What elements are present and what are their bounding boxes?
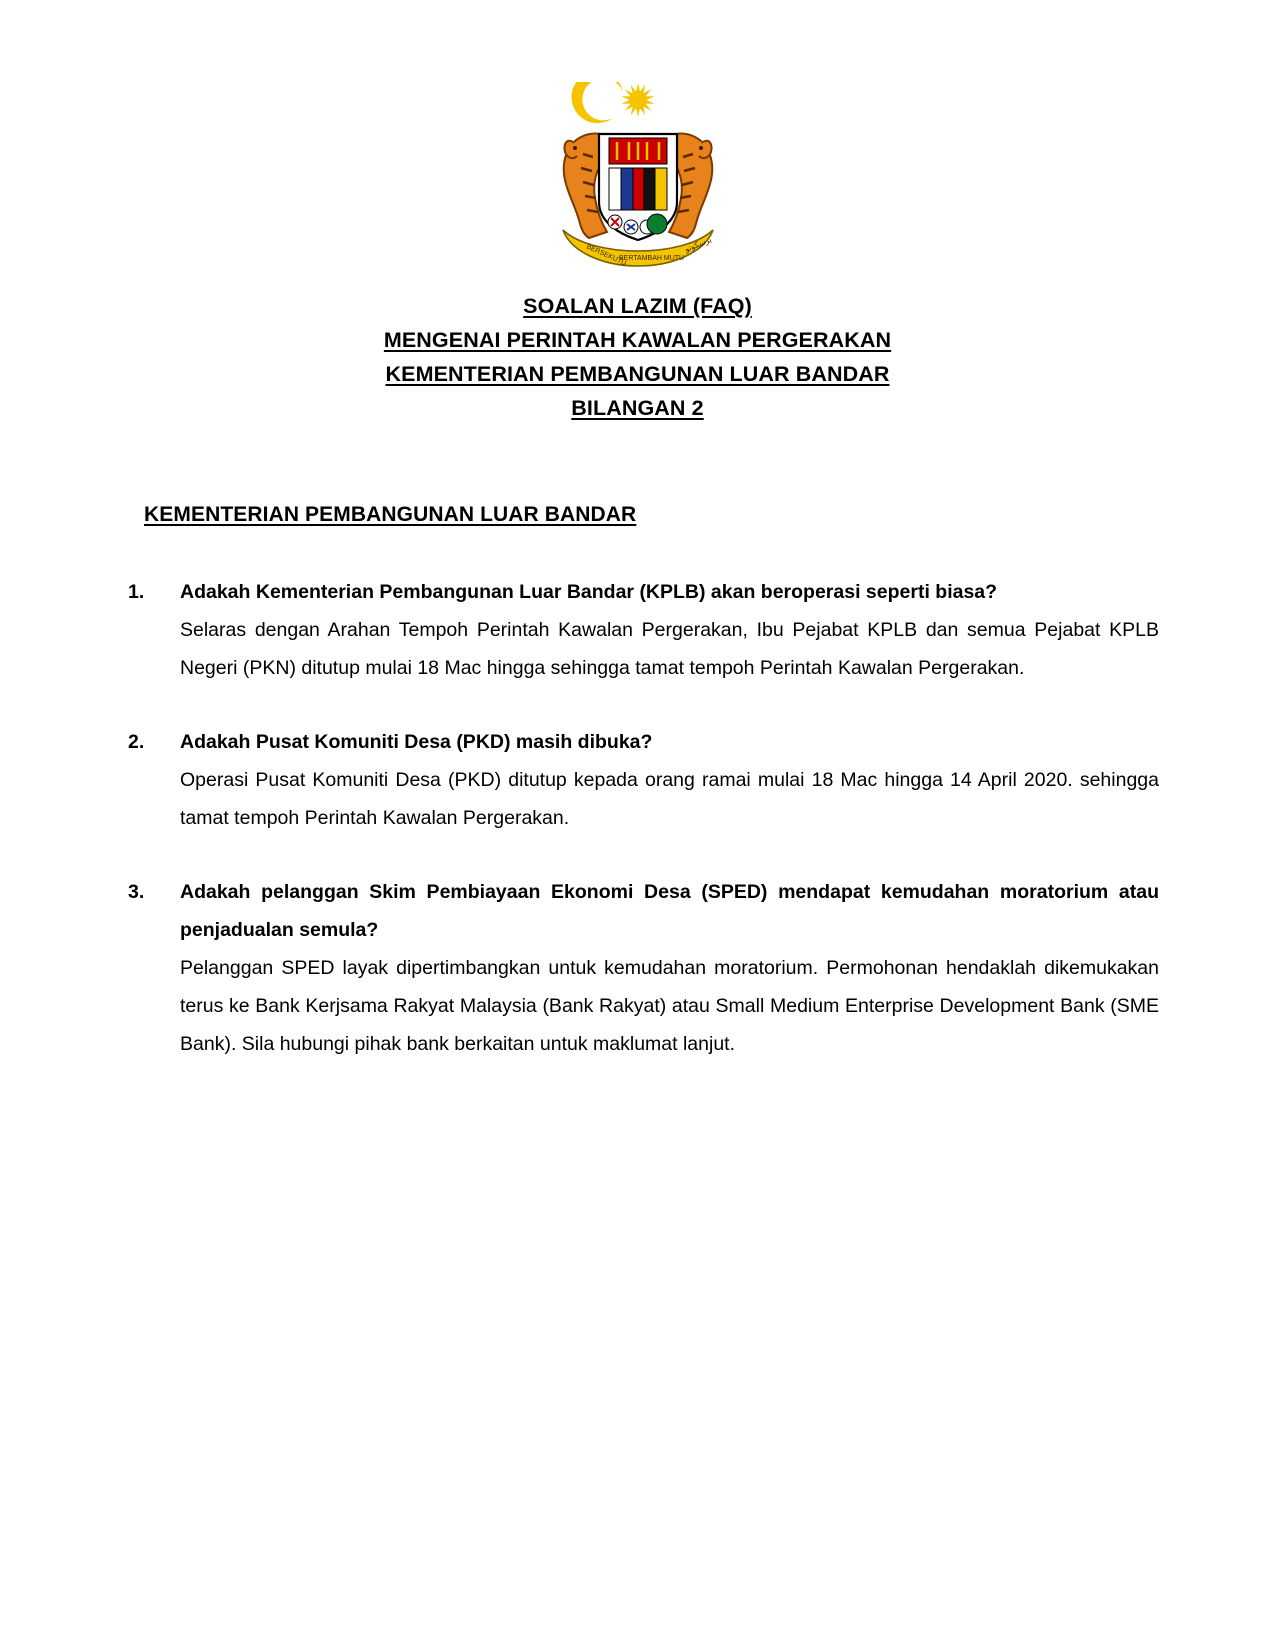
jata-negara-icon bbox=[523, 82, 753, 267]
svg-text:BERTAMBAH MUTU: BERTAMBAH MUTU bbox=[618, 255, 684, 262]
faq-body bbox=[180, 723, 1159, 837]
section-heading: KEMENTERIAN PEMBANGUNAN LUAR BANDAR bbox=[144, 503, 637, 526]
faq-item bbox=[122, 873, 1159, 1063]
faq-list bbox=[122, 573, 1159, 1063]
crest-container bbox=[110, 0, 1165, 267]
faq-body bbox=[180, 573, 1159, 687]
faq-item bbox=[122, 573, 1159, 687]
title-line-3: KEMENTERIAN PEMBANGUNAN LUAR BANDAR bbox=[385, 362, 890, 386]
faq-answer: Operasi Pusat Komuniti Desa (PKD) ditutup kepada orang ramai mulai 18 Mac hingga 14 April 2020. sehingga tamat tempoh Perintah Kawalan Pergerakan. bbox=[180, 769, 1159, 829]
faq-answer: Pelanggan SPED layak dipertimbangkan untuk kemudahan moratorium. Permohonan hendaklah dikemukakan terus ke Bank Kerjsama Rakyat Malaysia (Bank Rakyat) atau Small Medium Enterprise Development Bank (SME Bank). Sila hubungi pihak bank berkaitan untuk maklumat lanjut. bbox=[180, 957, 1159, 1055]
faq-number: 3. bbox=[128, 881, 145, 903]
faq-question: Adakah Kementerian Pembangunan Luar Bandar (KPLB) akan beroperasi seperti biasa? bbox=[180, 581, 998, 603]
svg-text:BERSEKUTU: BERSEKUTU bbox=[584, 243, 627, 267]
faq-answer: Selaras dengan Arahan Tempoh Perintah Kawalan Pergerakan, Ibu Pejabat KPLB dan semua Pejabat KPLB Negeri (PKN) ditutup mulai 18 Mac hingga sehingga tamat tempoh Perintah Kawalan Pergerakan. bbox=[180, 619, 1159, 679]
faq-item bbox=[122, 723, 1159, 837]
title-line-4: BILANGAN 2 bbox=[571, 396, 704, 420]
document-title bbox=[110, 289, 1165, 425]
faq-number: 2. bbox=[128, 731, 145, 753]
title-line-1: SOALAN LAZIM (FAQ) bbox=[523, 294, 752, 318]
title-line-2: MENGENAI PERINTAH KAWALAN PERGERAKAN bbox=[383, 328, 892, 352]
faq-body bbox=[180, 873, 1159, 1063]
faq-question: Adakah Pusat Komuniti Desa (PKD) masih dibuka? bbox=[180, 731, 653, 753]
faq-question: Adakah pelanggan Skim Pembiayaan Ekonomi Desa (SPED) mendapat kemudahan moratorium atau penjadualan semula? bbox=[180, 881, 1159, 941]
faq-number: 1. bbox=[128, 581, 145, 603]
svg-text:برسكوتو: برسكوتو bbox=[682, 234, 713, 254]
